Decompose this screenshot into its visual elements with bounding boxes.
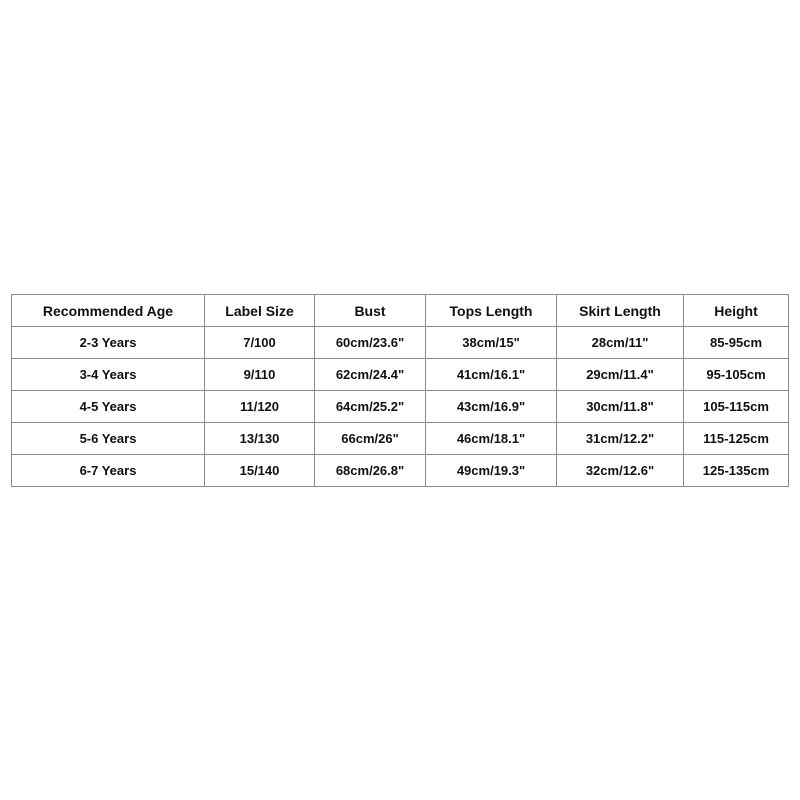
cell-bust: 68cm/26.8" [315,455,426,487]
cell-label-size: 11/120 [205,391,315,423]
cell-label-size: 15/140 [205,455,315,487]
cell-bust: 66cm/26" [315,423,426,455]
cell-age: 5-6 Years [12,423,205,455]
cell-tops-length: 38cm/15" [426,327,557,359]
cell-tops-length: 43cm/16.9" [426,391,557,423]
cell-skirt-length: 32cm/12.6" [557,455,684,487]
cell-skirt-length: 31cm/12.2" [557,423,684,455]
header-recommended-age: Recommended Age [12,295,205,327]
cell-age: 6-7 Years [12,455,205,487]
cell-height: 85-95cm [684,327,789,359]
cell-label-size: 13/130 [205,423,315,455]
cell-skirt-length: 29cm/11.4" [557,359,684,391]
cell-height: 115-125cm [684,423,789,455]
table-row [12,391,789,423]
header-tops-length: Tops Length [426,295,557,327]
header-bust: Bust [315,295,426,327]
size-chart-table [11,294,789,487]
cell-bust: 64cm/25.2" [315,391,426,423]
cell-age: 4-5 Years [12,391,205,423]
cell-skirt-length: 28cm/11" [557,327,684,359]
cell-tops-length: 49cm/19.3" [426,455,557,487]
cell-label-size: 7/100 [205,327,315,359]
table-body [12,327,789,487]
table-header [12,295,789,327]
cell-age: 3-4 Years [12,359,205,391]
cell-bust: 60cm/23.6" [315,327,426,359]
cell-tops-length: 41cm/16.1" [426,359,557,391]
header-height: Height [684,295,789,327]
cell-skirt-length: 30cm/11.8" [557,391,684,423]
header-skirt-length: Skirt Length [557,295,684,327]
header-label-size: Label Size [205,295,315,327]
cell-height: 105-115cm [684,391,789,423]
table-row [12,359,789,391]
cell-label-size: 9/110 [205,359,315,391]
header-row [12,295,789,327]
table-row [12,423,789,455]
cell-height: 95-105cm [684,359,789,391]
cell-bust: 62cm/24.4" [315,359,426,391]
cell-height: 125-135cm [684,455,789,487]
cell-age: 2-3 Years [12,327,205,359]
table-row [12,327,789,359]
table-row [12,455,789,487]
cell-tops-length: 46cm/18.1" [426,423,557,455]
